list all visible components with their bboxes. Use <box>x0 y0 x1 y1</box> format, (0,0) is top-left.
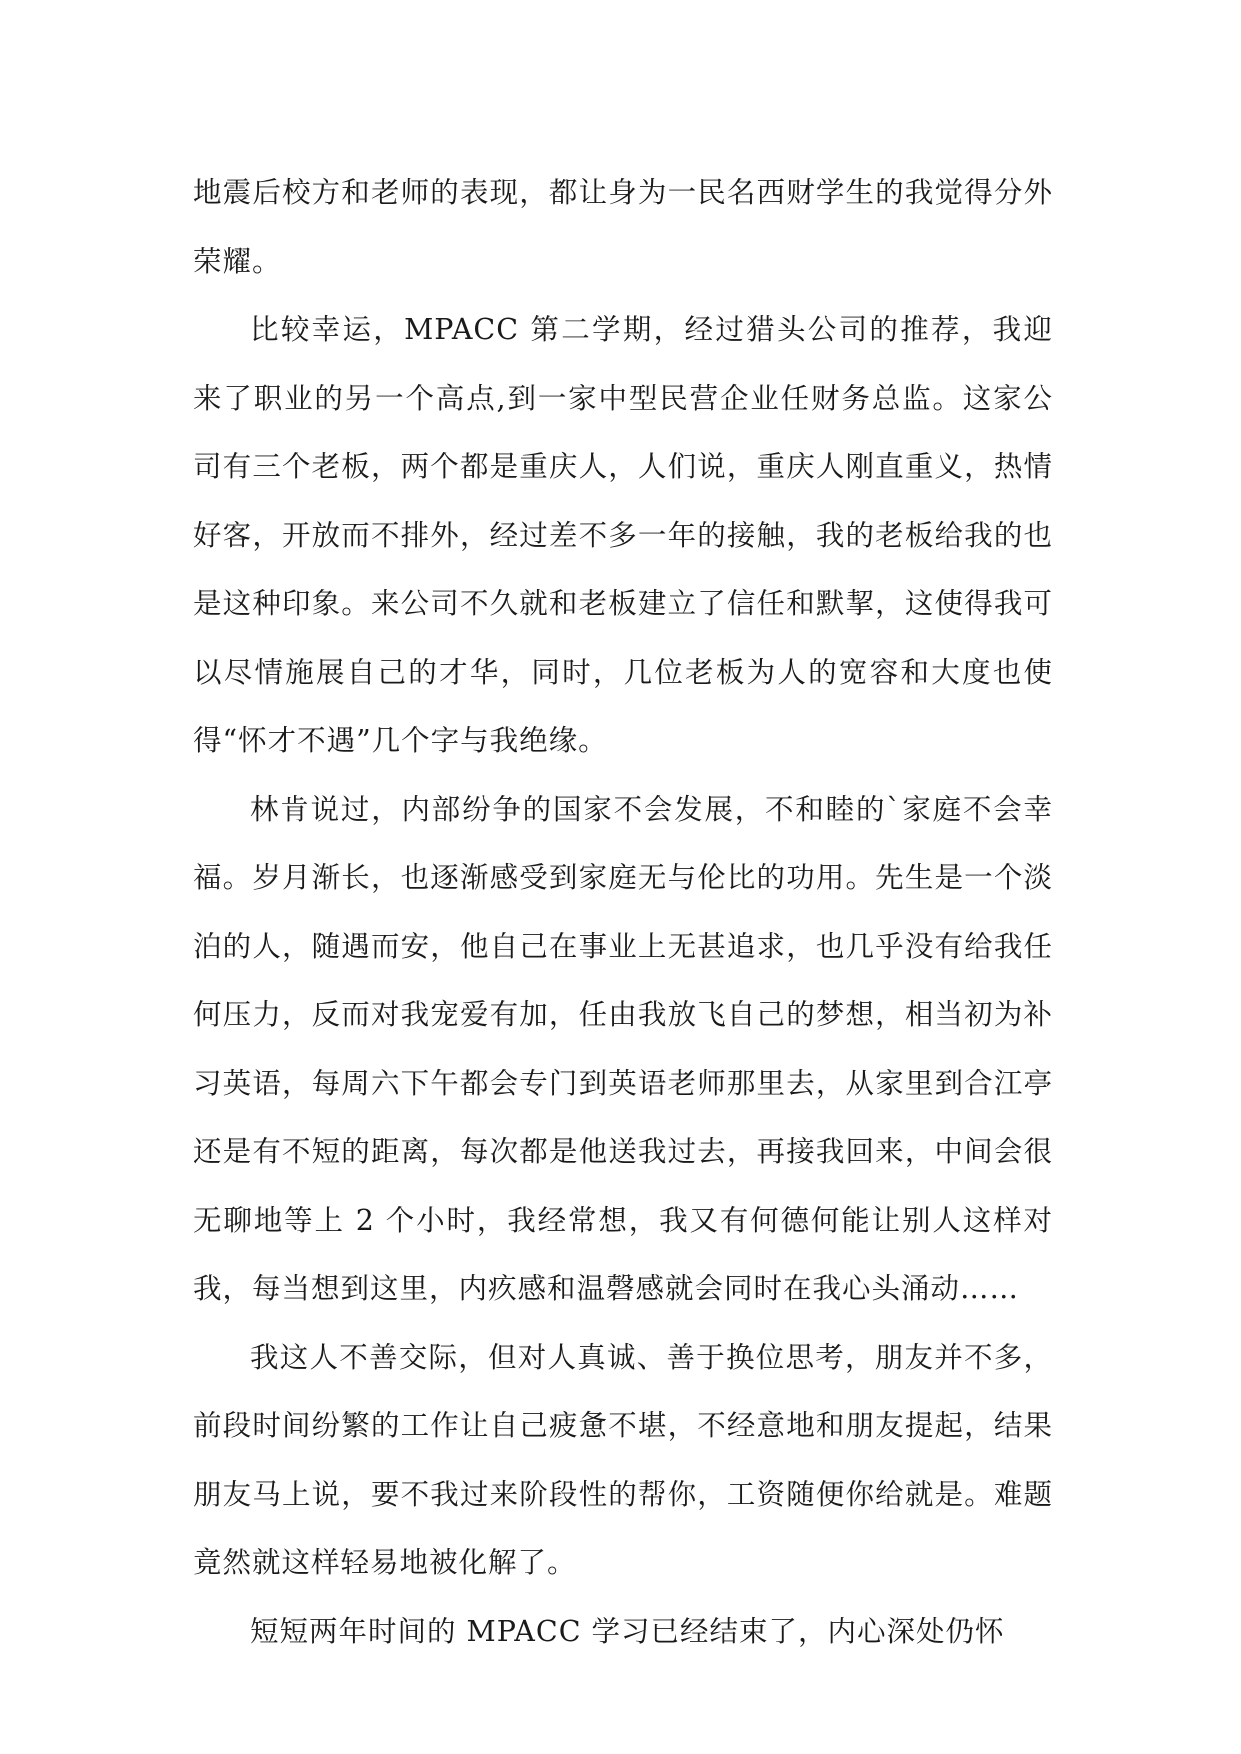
paragraph-2: 比较幸运，MPACC 第二学期，经过猎头公司的推荐，我迎来了职业的另一个高点,到一家中型民营企业任财务总监。这家公司有三个老板，两个都是重庆人，人们说，重庆人刚直重义，热情好客，开放而不排外，经过差不多一年的接触，我的老板给我的也是这种印象。来公司不久就和老板建立了信任和默挈，这使得我可以尽情施展自己的才华，同时，几位老板为人的宽容和大度也使得“怀才不遇”几个字与我绝缘。 <box>193 313 1053 757</box>
paragraph-4: 我这人不善交际，但对人真诚、善于换位思考，朋友并不多，前段时间纷繁的工作让自己疲惫不堪，不经意地和朋友提起，结果朋友马上说，要不我过来阶段性的帮你，工资随便你给就是。难题竟然就这样轻易地被化解了。 <box>193 1340 1053 1579</box>
paragraph-3: 林肯说过，内部纷争的国家不会发展，不和睦的`家庭不会幸福。岁月渐长，也逐渐感受到家庭无与伦比的功用。先生是一个淡泊的人，随遇而安，他自己在事业上无甚追求，也几乎没有给我任何压力，反而对我宠爱有加，任由我放飞自己的梦想，相当初为补习英语，每周六下午都会专门到英语老师那里去，从家里到合江亭还是有不短的距离，每次都是他送我过去，再接我回来，中间会很无聊地等上 2 个小时，我经常想，我又有何德何能让别人这样对我，每当想到这里，内疚感和温磬感就会同时在我心头涌动…… <box>193 792 1053 1305</box>
paragraph-5: 短短两年时间的 MPACC 学习已经结束了，内心深处仍怀 <box>250 1614 1005 1648</box>
document-body <box>193 159 1053 1666</box>
paragraph-1: 地震后校方和老师的表现，都让身为一民名西财学生的我觉得分外荣耀。 <box>193 176 1053 278</box>
